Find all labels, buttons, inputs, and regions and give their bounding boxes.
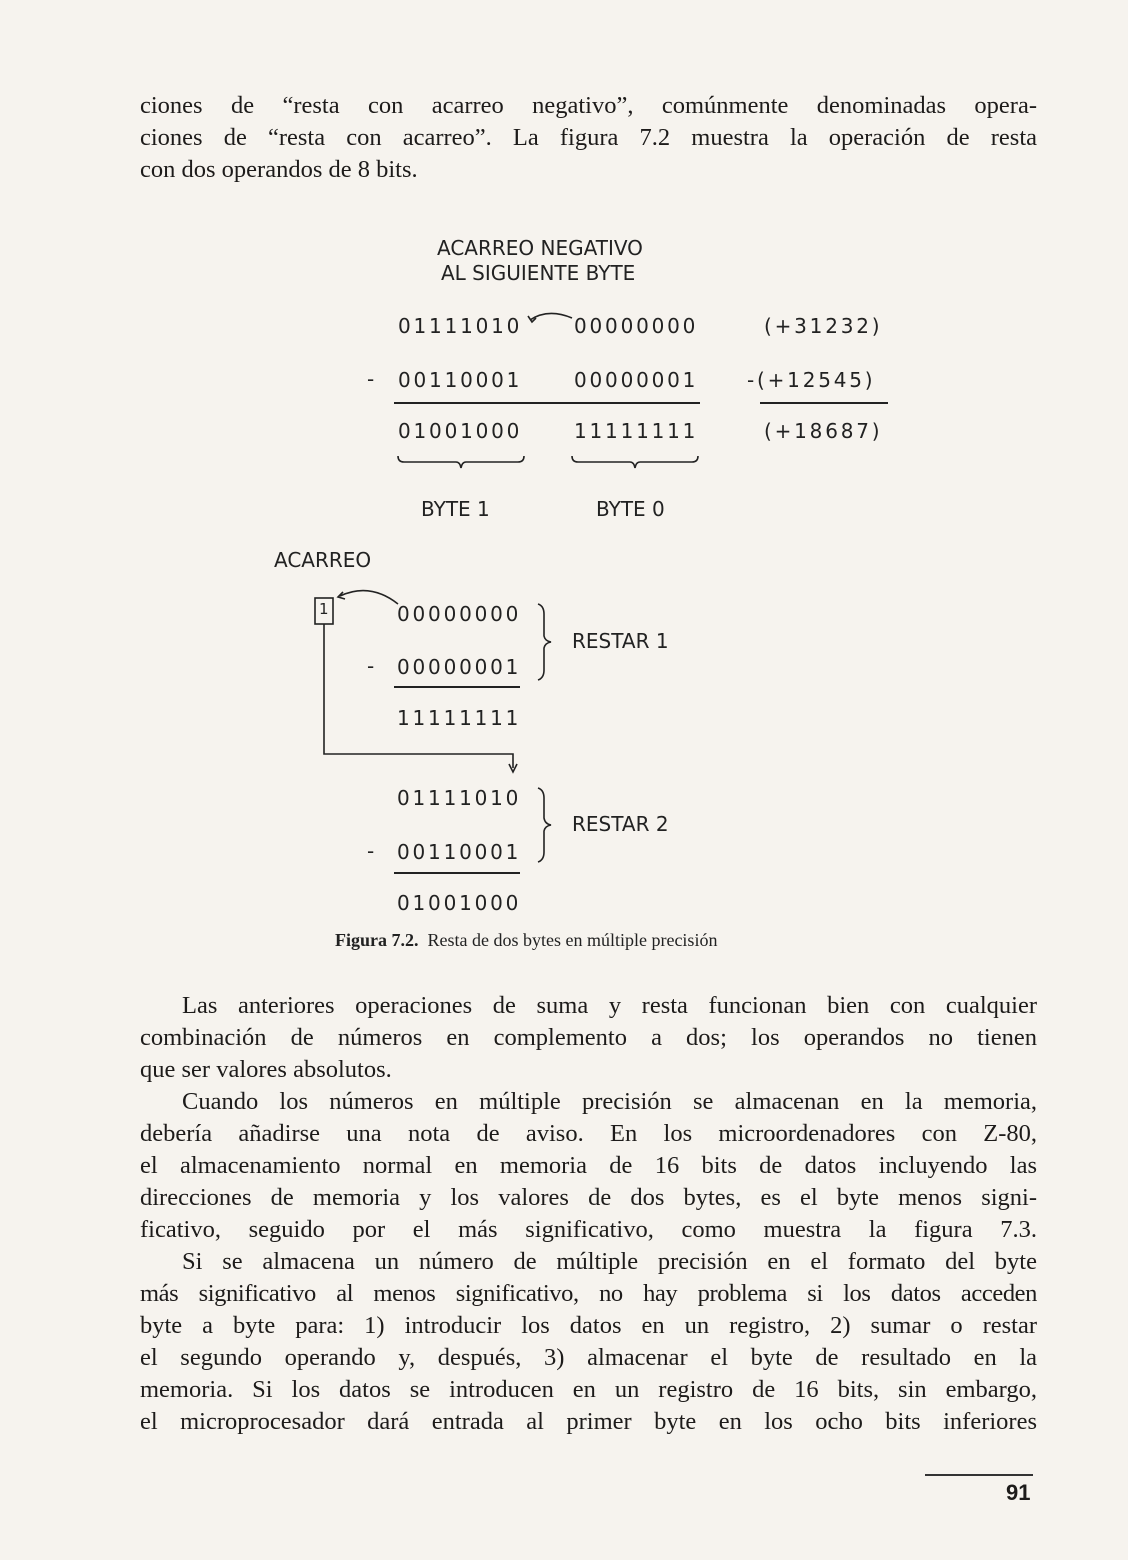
text-line: el segundo operando y, después, 3) almacenar el byte de resultado en la bbox=[140, 1344, 1037, 1371]
text-line: más significativo al menos significativo, no hay problema si los datos acceden bbox=[140, 1280, 1037, 1307]
carry-box bbox=[315, 598, 333, 624]
caption-label: Figura 7.2. bbox=[335, 930, 419, 950]
restar2-label: RESTAR 2 bbox=[572, 812, 669, 836]
paragraph-2 bbox=[140, 1086, 1037, 1246]
byte1-brace bbox=[398, 456, 524, 468]
restar2-operand-b: 00110001 bbox=[397, 840, 522, 864]
text-line: Las anteriores operaciones de suma y resta funcionan bien con cualquier bbox=[182, 992, 1037, 1019]
page-number-rule bbox=[925, 1474, 1033, 1476]
restar1-operand-b: 00000001 bbox=[397, 655, 522, 679]
figure-caption bbox=[335, 930, 717, 951]
byte0-label: BYTE 0 bbox=[596, 497, 665, 521]
top-row2-decimal: -(+12545) bbox=[747, 368, 876, 392]
text-line: combinación de números en complemento a dos; los operandos no tienen bbox=[140, 1024, 1037, 1051]
byte0-brace bbox=[572, 456, 698, 468]
carry-arc bbox=[340, 591, 398, 604]
top-row2-byte0: 00000001 bbox=[574, 368, 699, 392]
text-line: que ser valores absolutos. bbox=[140, 1056, 392, 1083]
carry-box-digit: 1 bbox=[319, 600, 329, 618]
caption-text: Resta de dos bytes en múltiple precisión bbox=[427, 930, 718, 950]
top-result-byte1: 01001000 bbox=[398, 419, 523, 443]
restar1-label: RESTAR 1 bbox=[572, 629, 669, 653]
top-row1-decimal: (+31232) bbox=[764, 314, 883, 338]
restar2-operand-a: 01111010 bbox=[397, 786, 522, 810]
top-row1-byte1: 01111010 bbox=[398, 314, 523, 338]
text-line: Si se almacena un número de múltiple precisión en el formato del byte bbox=[182, 1248, 1037, 1275]
text-line: ficativo, seguido por el más significativo, como muestra la figura 7.3. bbox=[140, 1216, 1037, 1243]
carry-connector bbox=[324, 624, 513, 768]
text-line: Cuando los números en múltiple precisión se almacenan en la memoria, bbox=[182, 1088, 1037, 1115]
text-line: ciones de “resta con acarreo”. La figura 7.2 muestra la operación de resta bbox=[140, 124, 1037, 151]
top-minus-sign: - bbox=[367, 367, 375, 391]
paragraph-1 bbox=[140, 990, 1037, 1086]
top-result-decimal: (+18687) bbox=[764, 419, 883, 443]
restar1-operand-a: 00000000 bbox=[397, 602, 522, 626]
text-line: con dos operandos de 8 bits. bbox=[140, 156, 418, 183]
byte1-label: BYTE 1 bbox=[421, 497, 490, 521]
restar1-result: 11111111 bbox=[397, 706, 522, 730]
restar2-result: 01001000 bbox=[397, 891, 522, 915]
figure-header-line1: ACARREO NEGATIVO bbox=[437, 236, 643, 260]
text-line: memoria. Si los datos se introducen en un registro de 16 bits, sin embargo, bbox=[140, 1376, 1037, 1403]
text-line: direcciones de memoria y los valores de dos bytes, es el byte menos signi- bbox=[140, 1184, 1037, 1211]
text-line: ciones de “resta con acarreo negativo”, comúnmente denominadas opera- bbox=[140, 92, 1037, 119]
text-line: el almacenamiento normal en memoria de 16 bits de datos incluyendo las bbox=[140, 1152, 1037, 1179]
figure-header-line2: AL SIGUIENTE BYTE bbox=[441, 261, 636, 285]
borrow-arc bbox=[530, 313, 572, 320]
restar1-bracket bbox=[538, 604, 551, 680]
acarreo-label: ACARREO bbox=[274, 548, 372, 572]
paragraph-3 bbox=[140, 1246, 1037, 1438]
top-row1-byte0: 00000000 bbox=[574, 314, 699, 338]
restar2-bracket bbox=[538, 788, 551, 862]
restar1-minus-sign: - bbox=[367, 654, 375, 678]
top-row2-byte1: 00110001 bbox=[398, 368, 523, 392]
text-line: el microprocesador dará entrada al primer byte en los ocho bits inferiores bbox=[140, 1408, 1037, 1435]
restar2-minus-sign: - bbox=[367, 839, 375, 863]
page-number: 91 bbox=[1006, 1480, 1031, 1505]
top-result-byte0: 11111111 bbox=[574, 419, 699, 443]
text-line: debería añadirse una nota de aviso. En los microordenadores con Z-80, bbox=[140, 1120, 1037, 1147]
text-line: byte a byte para: 1) introducir los datos en un registro, 2) sumar o restar bbox=[140, 1312, 1037, 1339]
